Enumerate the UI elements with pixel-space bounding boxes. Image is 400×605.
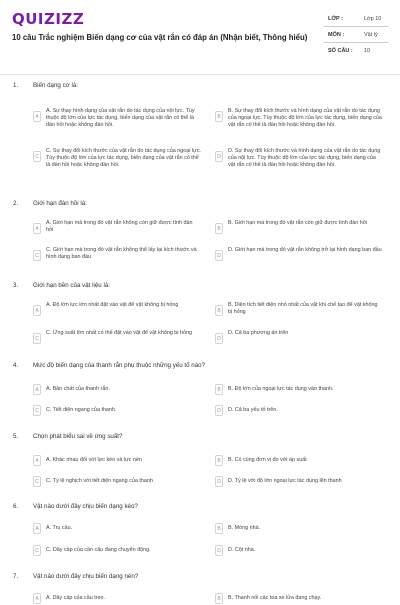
option-text: B. Có cùng đơn vị đo với áp suất: [228, 457, 307, 463]
question-count-label: SỐ CÂU :: [328, 48, 353, 54]
class-label: LỚP :: [328, 16, 343, 22]
subject-info: [324, 28, 388, 43]
option-letter: D: [215, 476, 223, 487]
option-letter: B: [215, 384, 223, 395]
option-text: D. Cột nhà.: [228, 547, 256, 553]
option-text: C. Ứng suất lớn nhất có thể đặt vào vật để vật không bị hỏng: [46, 330, 192, 336]
page-header: [0, 0, 400, 74]
quizizz-logo: QUIZIZZ: [12, 10, 85, 28]
option-letter: A: [33, 305, 41, 316]
option-letter: C: [33, 545, 41, 556]
option-text: B. Móng nhà.: [228, 525, 261, 531]
option-letter: D: [215, 405, 223, 416]
option-letter: C: [33, 151, 41, 162]
option-text: D. Cả ba phương án trên: [228, 330, 289, 336]
option-text: A. Trụ cầu.: [46, 525, 73, 531]
option-text: C. Dây cáp của cần cẩu đang chuyển động.: [46, 547, 151, 553]
class-value: Lớp 10: [364, 16, 382, 22]
option-letter: C: [33, 333, 41, 344]
question-number: 4.: [13, 362, 19, 369]
option-text: B. Thanh nối các toa xe lửa đang chạy.: [228, 595, 322, 601]
option-text: A. Sự thay hình dạng của vật rắn do tác dụng của nội lực. Tùy thuộc độ lớn của lực tác dụng, biến dạng của vật rắn có thể là đàn hồi hoặc không đàn hồi.: [46, 108, 195, 129]
option-text: A. Dây cáp của cầu treo.: [46, 595, 106, 601]
option-letter: B: [215, 455, 223, 466]
option-text: A. Giới hạn mà trong đó vật rắn không còn giữ được tính đàn hồi: [46, 220, 193, 234]
option-letter: A: [33, 111, 41, 122]
subject-value: Vật lý: [364, 32, 378, 38]
option-text: A. Độ lớn lực lớn nhất đặt vào vật để vật không bị hỏng: [46, 302, 179, 308]
question-text: Vật nào dưới đây chịu biến dạng kéo?: [33, 503, 138, 510]
question-number: 2.: [13, 200, 19, 207]
question-number: 7.: [13, 573, 19, 580]
option-text: D. Cả ba yếu tố trên.: [228, 407, 278, 413]
question-number: 3.: [13, 282, 19, 289]
question-text: Giới hạn đàn hồi là:: [33, 200, 87, 207]
option-letter: A: [33, 523, 41, 534]
option-text: D. Tỷ lệ với độ lớn ngoại lực tác dụng lên thanh: [228, 478, 342, 484]
question-text: Mức độ biến dạng của thanh rắn phụ thuộc những yếu tố nào?: [33, 362, 206, 369]
option-text: D. Sự thay đổi kích thước và hình dạng của vật rắn do tác dụng của nội lực. Tùy thuộc độ lớn của lực tác dụng, biến dạng của vật rắn có thể là đàn hồi hoặc không đàn hồi.: [228, 148, 381, 169]
question-text: Vật nào dưới đây chịu biến dạng nén?: [33, 573, 139, 580]
question-number: 6.: [13, 503, 19, 510]
option-letter: B: [215, 593, 223, 604]
option-letter: A: [33, 455, 41, 466]
option-text: B. Giới hạn mà trong đó vật rắn còn giữ được tính đàn hồi: [228, 220, 367, 226]
question-text: Giới hạn bền của vật liệu là:: [33, 282, 110, 289]
option-letter: C: [33, 476, 41, 487]
question-count-info: [324, 44, 388, 58]
subject-label: MÔN :: [328, 32, 345, 38]
option-letter: D: [215, 250, 223, 261]
option-letter: B: [215, 305, 223, 316]
question-number: 1.: [13, 82, 19, 89]
question-count-value: 10: [364, 48, 371, 54]
document-title: 10 câu Trắc nghiệm Biến dạng cơ của vật rắn có đáp án (Nhận biết, Thông hiểu): [12, 33, 308, 42]
option-text: D. Giới hạn mà trong đó vật rắn không trở lại hình dạng ban đầu: [228, 247, 382, 253]
class-info: [324, 12, 388, 27]
option-letter: D: [215, 545, 223, 556]
question-text: Biến dạng cơ là:: [33, 82, 78, 89]
option-text: B. Sự thay đổi kích thước và hình dạng của vật rắn do tác dụng của ngoại lực. Tùy thuộc độ lớn của lực tác dụng, biến dạng của vật rắn có thể là đàn hồi hoặc không đàn hồi.: [228, 108, 382, 129]
header-divider: [0, 74, 400, 75]
option-text: A. Bản chất của thanh rắn.: [46, 386, 110, 392]
option-text: C. Giới hạn mà trong đó vật rắn không thể lấy lại kích thước và hình dạng ban đầu: [46, 247, 197, 261]
option-text: C. Sự thay đổi kích thước của vật rắn do tác dụng của ngoại lực. Tùy thuộc độ lớn của lực tác dụng, biến dạng của vật rắn có thể là đàn hồi hoặc không đàn hồi.: [46, 148, 201, 169]
option-letter: D: [215, 333, 223, 344]
option-text: B. Độ lớn của ngoại lực tác dụng vào thanh.: [228, 386, 334, 392]
option-text: B. Diện tích tiết diện nhỏ nhất của vật khi chế tạo để vật không bị hỏng: [228, 302, 378, 316]
option-letter: B: [215, 523, 223, 534]
question-text: Chọn phát biểu sai về ứng suất?: [33, 433, 123, 440]
option-text: C. Tỷ lệ nghịch với tiết diện ngang của thanh: [46, 478, 153, 484]
option-text: C. Tiết diện ngang của thanh.: [46, 407, 117, 413]
option-text: A. Khác nhau đối với lực kéo và lực nén: [46, 457, 142, 463]
option-letter: A: [33, 384, 41, 395]
option-letter: C: [33, 250, 41, 261]
option-letter: A: [33, 593, 41, 604]
option-letter: D: [215, 151, 223, 162]
question-number: 5.: [13, 433, 19, 440]
option-letter: B: [215, 223, 223, 234]
option-letter: B: [215, 111, 223, 122]
option-letter: A: [33, 223, 41, 234]
option-letter: C: [33, 405, 41, 416]
